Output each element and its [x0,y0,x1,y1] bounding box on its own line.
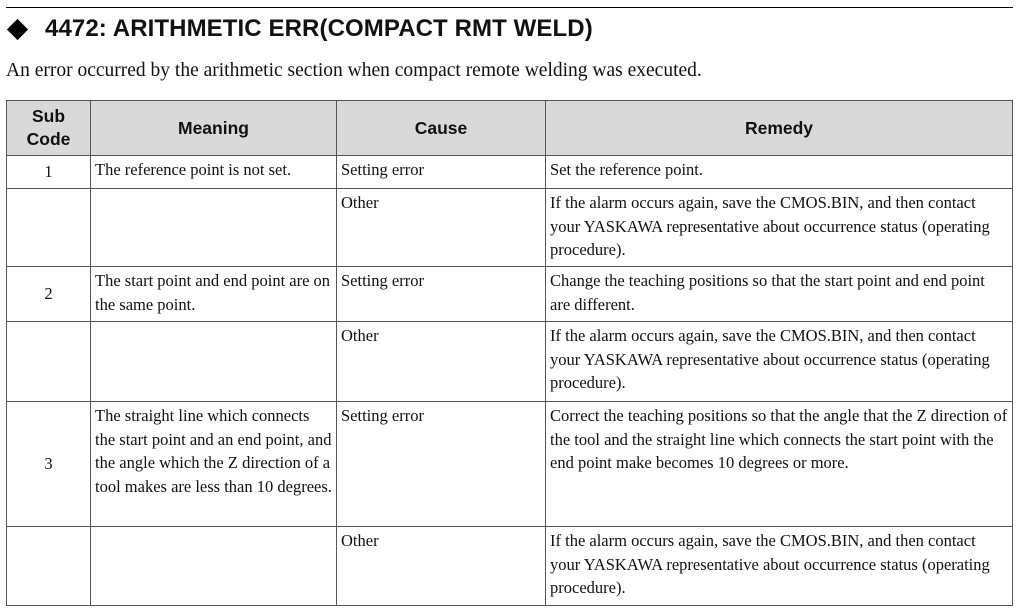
alarm-heading [6,12,593,46]
meaning-cell: The reference point is not set. [91,156,337,189]
cause-cell: Other [337,527,546,606]
sub-code-cell: 3 [7,402,91,527]
cause-cell: Setting error [337,267,546,322]
remedy-cell: If the alarm occurs again, save the CMOS.BIN, and then contact your YASKAWA representative about occurrence status (operating procedure). [546,189,1013,267]
meaning-cell [91,322,337,402]
sub-code-cell: 1 [7,156,91,189]
remedy-cell: Correct the teaching positions so that the angle that the Z direction of the tool and the straight line which connects the start point with the end point make becomes 10 degrees or more. [546,402,1013,527]
meaning-cell: The straight line which connects the start point and an end point, and the angle which the Z direction of a tool makes are less than 10 degrees. [91,402,337,527]
cause-cell: Other [337,189,546,267]
top-rule [6,7,1013,8]
header-sub-code [7,101,91,156]
header-remedy: Remedy [546,101,1013,156]
table-row [7,402,1013,527]
table-row [7,527,1013,606]
table-row [7,156,1013,189]
table-row [7,189,1013,267]
alarm-title: 4472: ARITHMETIC ERR(COMPACT RMT WELD) [45,15,593,42]
cause-cell: Setting error [337,402,546,527]
header-sub-code-line2: Code [26,129,71,149]
sub-code-cell [7,527,91,606]
cause-cell: Setting error [337,156,546,189]
header-meaning: Meaning [91,101,337,156]
diamond-bullet-icon [7,18,28,39]
table-row [7,267,1013,322]
meaning-cell: The start point and end point are on the same point. [91,267,337,322]
alarm-description: An error occurred by the arithmetic section when compact remote welding was executed. [6,60,702,81]
header-sub-code-line1: Sub [31,106,66,126]
sub-code-cell [7,189,91,267]
cause-cell: Other [337,322,546,402]
table-header-row [7,101,1013,156]
remedy-cell: If the alarm occurs again, save the CMOS.BIN, and then contact your YASKAWA representative about occurrence status (operating procedure). [546,527,1013,606]
sub-code-cell [7,322,91,402]
alarm-table [6,100,1013,606]
sub-code-cell: 2 [7,267,91,322]
remedy-cell: If the alarm occurs again, save the CMOS.BIN, and then contact your YASKAWA representative about occurrence status (operating procedure). [546,322,1013,402]
header-cause: Cause [337,101,546,156]
remedy-cell: Set the reference point. [546,156,1013,189]
meaning-cell [91,527,337,606]
meaning-cell [91,189,337,267]
table-row [7,322,1013,402]
remedy-cell: Change the teaching positions so that the start point and end point are different. [546,267,1013,322]
